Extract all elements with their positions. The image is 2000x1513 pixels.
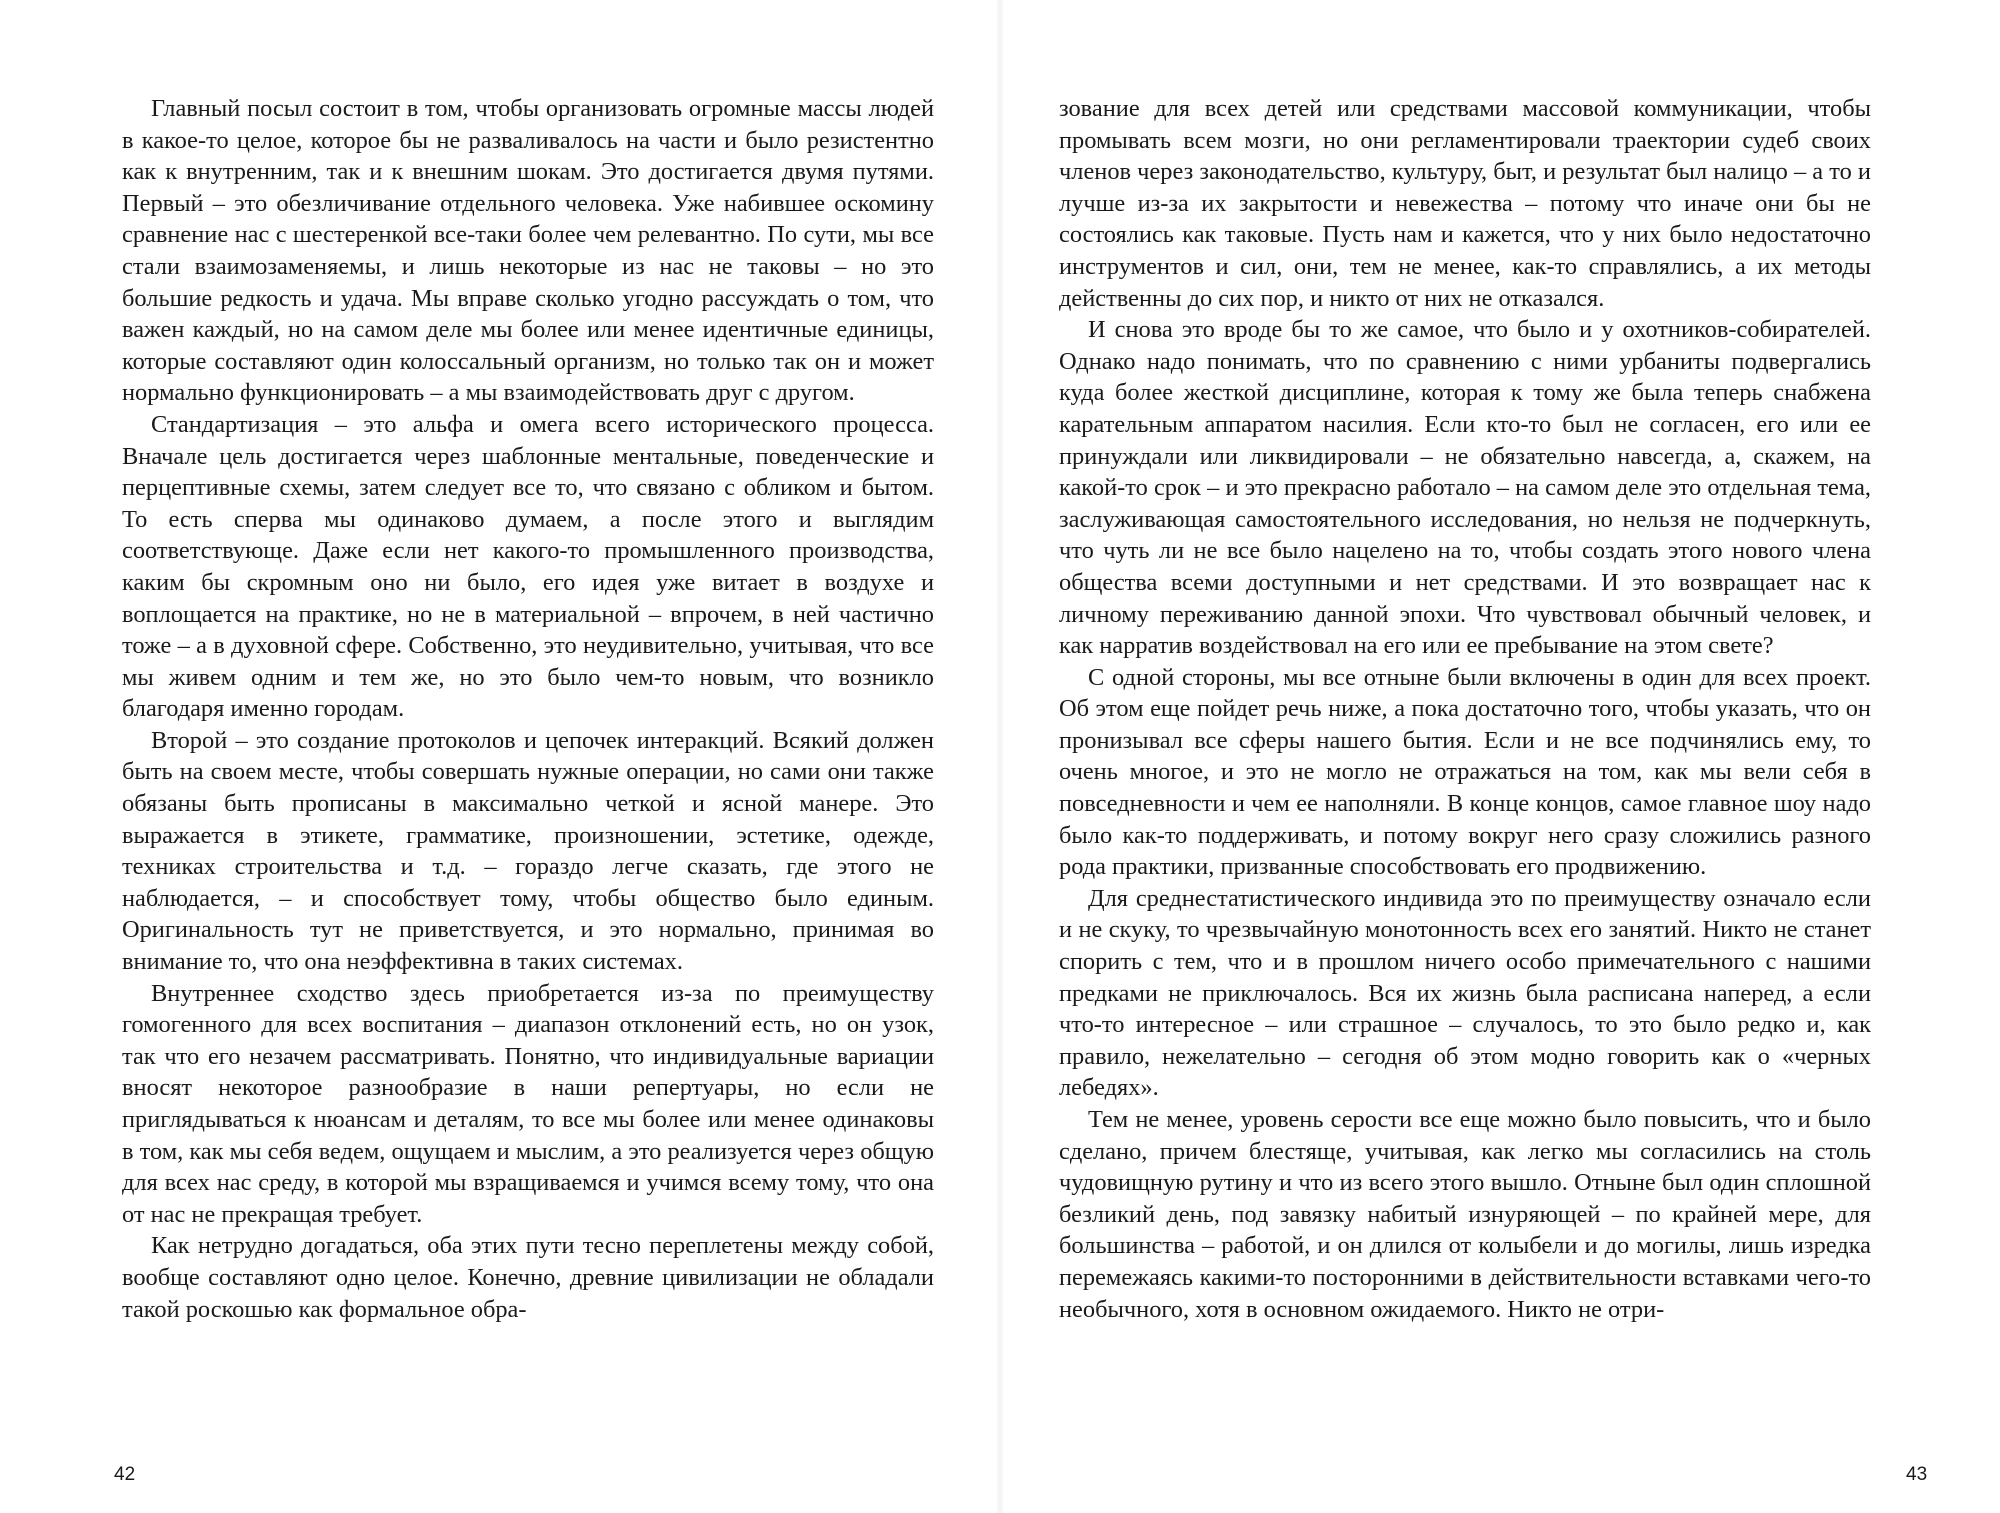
page-number-right: 43 <box>1906 1464 1928 1485</box>
page-number-left: 42 <box>114 1464 136 1485</box>
paragraph: Стандартизация – это альфа и омега всего исторического процесса. Вначале цель достигается через шаблонные ментальные, поведенческие и перцептивные схемы, затем следует все то, что связано с обликом и бытом. То есть сперва мы одинаково думаем, а после этого и выглядим соответствующе. Даже если нет какого-то промышленного производства, каким бы скромным оно ни было, его идея уже витает в воздухе и воплощается на практике, но не в материальной – впрочем, в ней частично тоже – а в духовной сфере. Собственно, это неудивительно, учитывая, что все мы живем одним и тем же, но это было чем-то новым, что возникло благодаря именно городам. <box>122 410 934 723</box>
paragraph: Внутреннее сходство здесь приобретается из-за по преимуществу гомогенного для всех воспитания – диапазон отклонений есть, но он узок, так что его незачем рассматривать. Понятно, что индивидуальные вариации вносят некоторое разнообразие в наши репертуары, но если не приглядываться к нюансам и деталям, то все мы более или менее одинаковы в том, как мы себя ведем, ощущаем и мыслим, а это реализуется через общую для всех нас среду, в которой мы взращиваемся и учимся всему тому, что она от нас не прекращая требует. <box>122 979 934 1228</box>
left-page-text <box>122 93 934 1325</box>
right-page <box>1000 0 2000 1513</box>
paragraph: С одной стороны, мы все отныне были включены в один для всех проект. Об этом еще пойдет речь ниже, а пока достаточно того, чтобы указать, что он пронизывал все сферы нашего бытия. Если и не все подчинялись ему, то очень многое, и это не могло не отражаться на том, как мы вели себя в повседневности и чем ее наполняли. В конце концов, самое главное шоу надо было как-то поддерживать, и потому вокруг него сразу сложились разного рода практики, призванные способствовать его продвижению. <box>1059 663 1871 881</box>
right-page-text <box>1059 93 1871 1325</box>
paragraph: Тем не менее, уровень серости все еще можно было повысить, что и было сделано, причем блестяще, учитывая, как легко мы согласились на столь чудовищную рутину и что из всего этого вышло. Отныне был один сплошной безликий день, под завязку набитый изнуряющей – по крайней мере, для большинства – работой, и он длился от колыбели и до могилы, лишь изредка перемежаясь какими-то посторонними в действительности вставками чего-то необычного, хотя в основном ожидаемого. Никто не отри- <box>1059 1106 1871 1323</box>
paragraph: И снова это вроде бы то же самое, что было и у охотников-собирателей. Однако надо понимать, что по сравнению с ними урбаниты подвергались куда более жесткой дисциплине, которая к тому же была теперь снабжена карательным аппаратом насилия. Если кто-то был не согласен, его или ее принуждали или ликвидировали – не обязательно навсегда, а, скажем, на какой-то срок – и это прекрасно работало – на самом деле это отдельная тема, заслуживающая самостоятельного исследования, но нельзя не подчеркнуть, что чуть ли не все было нацелено на то, чтобы создать этого нового члена общества всеми доступными и нет средствами. И это возвращает нас к личному переживанию данной эпохи. Что чувствовал обычный человек, и как нарратив воздействовал на его или ее пребывание на этом свете? <box>1059 316 1871 660</box>
paragraph: Для среднестатистического индивида это по преимуществу означало если и не скуку, то чрезвычайную монотонность всех его занятий. Никто не станет спорить с тем, что и в прошлом ничего особо примечательного с нашими предками не приключалось. Вся их жизнь была расписана наперед, а если что-то интересное – или страшное – случалось, то это было редко и, как правило, нежелательно – сегодня об этом модно говорить как о «черных лебедях». <box>1059 884 1871 1102</box>
paragraph: Как нетрудно догадаться, оба этих пути тесно переплетены между собой, вообще составляют одно целое. Конечно, древние цивилизации не обладали такой роскошью как формальное обра- <box>122 1232 934 1323</box>
paragraph-continued: зование для всех детей или средствами массовой коммуникации, чтобы промывать всем мозги, но они регламентировали траектории судеб своих членов через законодательство, культуру, быт, и результат был налицо – а то и лучше из-за их закрытости и невежества – потому что иначе они бы не состоялись как таковые. Пусть нам и кажется, что у них было недостаточно инструментов и сил, они, тем не менее, как-то справлялись, а их методы действенны до сих пор, и никто от них не отказался. <box>1059 95 1871 312</box>
paragraph: Главный посыл состоит в том, чтобы организовать огромные массы людей в какое-то целое, которое бы не разваливалось на части и было резистентно как к внутренним, так и к внешним шокам. Это достигается двумя путями. Первый – это обезличивание отдельного человека. Уже набившее оскомину сравнение нас с шестеренкой все-таки более чем релевантно. По сути, мы все стали взаимозаменяемы, и лишь некоторые из нас не таковы – но это большие редкость и удача. Мы вправе сколько угодно рассуждать о том, что важен каждый, но на самом деле мы более или менее идентичные единицы, которые составляют один колоссальный организм, но только так он и может нормально функционировать – а мы взаимодействовать друг с другом. <box>122 95 934 407</box>
paragraph: Второй – это создание протоколов и цепочек интеракций. Всякий должен быть на своем месте, чтобы совершать нужные операции, но сами они также обязаны быть прописаны в максимально четкой и ясной манере. Это выражается в этикете, грамматике, произношении, эстетике, одежде, техниках строительства и т.д. – гораздо легче сказать, где этого не наблюдается, – и способствует тому, чтобы общество было единым. Оригинальность тут не приветствуется, и это нормально, принимая во внимание то, что она неэффективна в таких системах. <box>122 726 934 976</box>
